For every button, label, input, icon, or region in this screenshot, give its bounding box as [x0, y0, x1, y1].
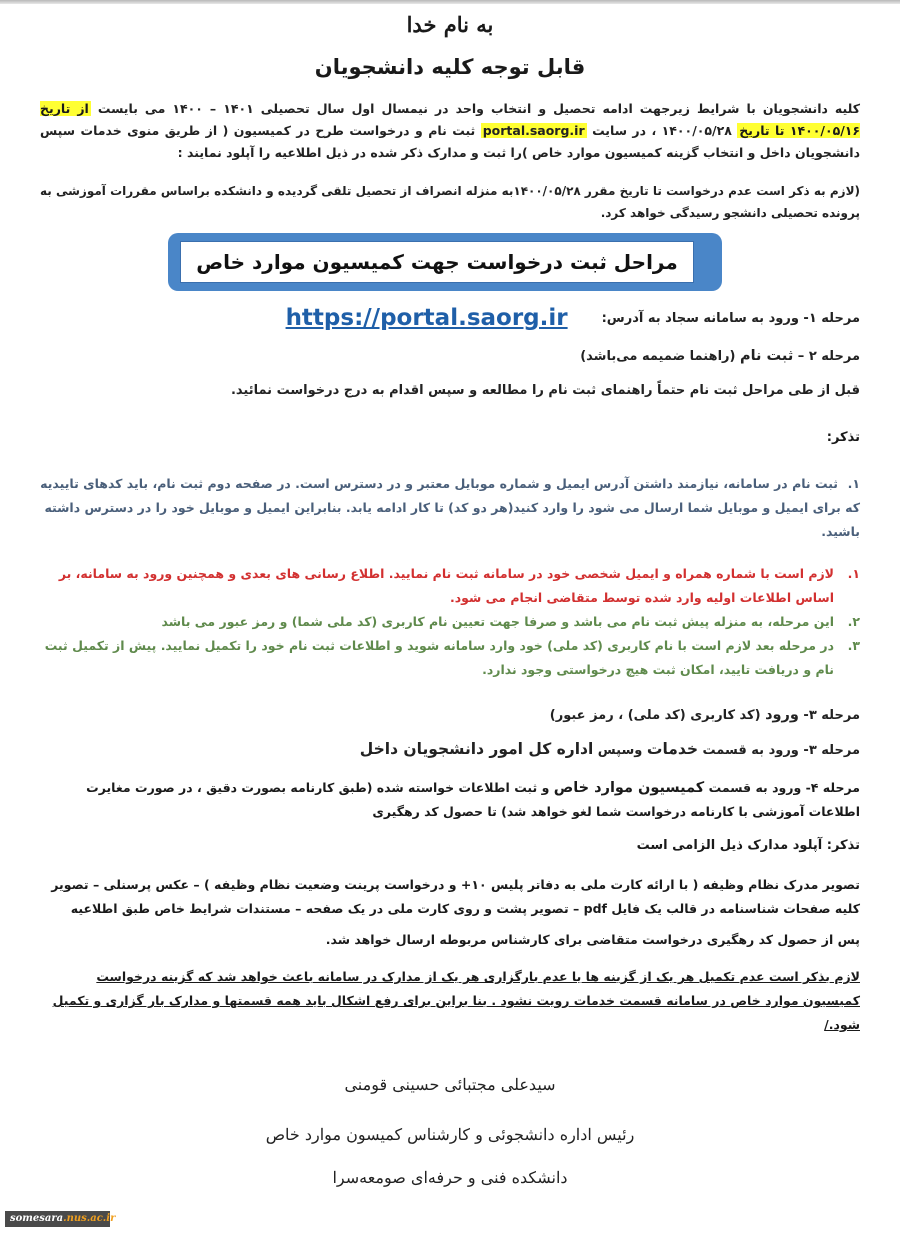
list-item-text: این مرحله، به منزله پیش ثبت نام می باشد و صرفا جهت تعیین نام کاربری (کد ملی شما) و رمز عبور می باشد [161, 614, 834, 629]
list-item-number: ۲. [847, 614, 860, 629]
signatory-name: سیدعلی مجتبائی حسینی قومنی [344, 1075, 556, 1094]
step-1-label: مرحله ۱- ورود به سامانه سجاد به آدرس: [601, 310, 860, 326]
step-3a-prefix: مرحله ۳- [798, 708, 860, 723]
site-watermark [5, 1211, 116, 1227]
required-documents: تصویر مدرک نظام وظیفه ( با ارائه کارت ملی به دفاتر پلیس ۱۰+ و درخواست پرینت وضعیت نظام وظیفه ) – عکس پرسنلی – تصویر کلیه صفحات شناسنامه در قالب یک فایل pdf – تصویر پشت و روی کارت ملی در یک صفحه – مستندات شرایط خاص طبق اطلاعیه [51, 877, 860, 916]
intro-text-2: ۱۴۰۰/۰۵/۲۸ ، در سایت [592, 123, 732, 138]
list-item [40, 610, 860, 634]
intro-paragraph [40, 98, 860, 164]
list-item-number: ۳. [847, 638, 860, 653]
signatory-title: رئیس اداره دانشجوئی و کارشناس کمیسون موارد خاص [265, 1125, 635, 1144]
watermark-part-1: somesara [10, 1213, 64, 1224]
list-item [40, 562, 860, 610]
reminder-list-1 [40, 472, 860, 544]
step-3b-bold-office: اداره کل امور دانشجویان داخل [359, 740, 594, 758]
document-headline: قابل توجه کلیه دانشجویان [314, 55, 586, 79]
highlighted-date-range: از تاریخ ۱۴۰۰/۰۵/۱۶ تا تاریخ [40, 101, 861, 138]
bismillah-heading: به نام خدا [406, 12, 494, 37]
list-item-text: ثبت نام در سامانه، نیازمند داشتن آدرس ایمیل و شماره موبایل معتبر و در دسترس است. در صفحه دوم ثبت نام، باید کدهای تاییدیه که برای ایمیل و موبایل شما ارسال می شود را وارد کنید(هر دو کد) تا کار ادامه یابد. بنابراین ایمیل و موبایل خود را در دسترس داشته باشید. [40, 476, 860, 539]
step-3-services [40, 740, 860, 758]
reminder-label: تذکر: [826, 430, 860, 445]
step-2-description: قبل از طی مراحل ثبت نام حتماً راهنمای ثبت نام را مطالعه و سپس اقدام به درج درخواست نمائید. [230, 383, 860, 398]
steps-banner [168, 233, 722, 291]
warning-text: لازم بذکر است عدم تکمیل هر یک از گزینه ها یا عدم بارگزاری هر یک از مدارک در سامانه باعث خواهد شد که گزینه درخواست کمیسیون موارد خاص در سامانه قسمت خدمات رویت نشود . بنا براین برای رفع اشکال باید همه قسمتها و مدارک بار گزاری و تکمیل شود./ [52, 969, 860, 1032]
intro-text-3: ثبت نام و درخواست طرح در کمیسیون ( از طریق منوی خدمات سپس دانشجویان داخل و انتخاب گزینه کمیسیون موارد خاص )را ثبت و مدارک ذکر شده در ذیل اطلاعیه را آپلود نمایند : [40, 123, 860, 160]
step-1 [40, 305, 860, 331]
step-3b-bold-services: خدمات [646, 740, 699, 758]
list-item-text: لازم است با شماره همراه و ایمیل شخصی خود در سامانه ثبت نام نمایید. اطلاع رسانی های بعدی و همچنین ورود به سامانه، بر اساس اطلاعات اولیه وارد شده توسط متقاضی انجام می شود. [58, 566, 834, 605]
step-4-suffix: و ثبت اطلاعات خواسته شده (طبق کارنامه بصورت دقیق ، در صورت مغایرت اطلاعات آموزشی با کارنامه درخواست شما لغو خواهد شد) تا حصول کد رهگیری [86, 780, 860, 819]
reminder-list-2 [40, 562, 860, 682]
step-3b-mid: وسپس [593, 743, 647, 758]
step-3b-prefix: مرحله ۳- ورود به قسمت [698, 743, 860, 758]
step-3a-bold: ورود [765, 707, 799, 723]
warning-paragraph [40, 965, 860, 1037]
step-2-prefix: مرحله ۲ – [793, 349, 860, 364]
step-4 [40, 776, 860, 824]
step-4-bold: کمیسیون موارد خاص [553, 780, 705, 796]
step-2 [40, 348, 860, 364]
intro-text-1: کلیه دانشجویان با شرایط زیرجهت ادامه تحصیل و انتخاب واحد در نیمسال اول سال تحصیلی ۱۴۰۱ – ۱۴۰۰ می بایست [97, 101, 860, 116]
step-3a-suffix: (کد کاربری (کد ملی) ، رمز عبور) [549, 708, 766, 723]
step-4-prefix: مرحله ۴- ورود به قسمت [704, 780, 860, 795]
step-2-bold: ثبت نام [739, 348, 794, 364]
banner-title: مراحل ثبت درخواست جهت کمیسیون موارد خاص [180, 241, 694, 283]
list-item-number: ۱. [847, 476, 860, 491]
watermark-part-2: .nus.ac.ir [63, 1213, 116, 1224]
step-3-login [40, 707, 860, 723]
signatory-organization: دانشکده فنی و حرفه‌ای صومعه‌سرا [332, 1168, 568, 1187]
after-tracking-note: پس از حصول کد رهگیری درخواست متقاضی برای کارشناس مربوطه ارسال خواهد شد. [325, 932, 860, 947]
highlighted-site-link[interactable]: portal.saorg.ir [482, 123, 585, 138]
list-item-text: در مرحله بعد لازم است با نام کاربری (کد ملی) خود وارد سامانه شوید و اطلاعات ثبت نام خود را تکمیل نمایید. پیش از تکمیل ثبت نام و دریافت تایید، امکان ثبت هیچ درخواستی وجود ندارد. [44, 638, 834, 677]
deadline-note: (لازم به ذکر است عدم درخواست تا تاریخ مقرر ۱۴۰۰/۰۵/۲۸به منزله انصراف از تحصیل تلقی گردیده و دانشکده براساس مقررات آموزشی به پرونده تحصیلی دانشجو رسیدگی خواهد کرد. [40, 184, 860, 220]
list-item [40, 634, 860, 682]
upload-reminder: تذکر: آپلود مدارک ذیل الزامی است [636, 838, 860, 853]
list-item-number: ۱. [847, 566, 860, 581]
portal-url-link[interactable]: https://portal.saorg.ir [285, 305, 568, 331]
list-item [40, 472, 860, 544]
step-2-suffix: (راهنما ضمیمه می‌باشد) [580, 349, 740, 364]
